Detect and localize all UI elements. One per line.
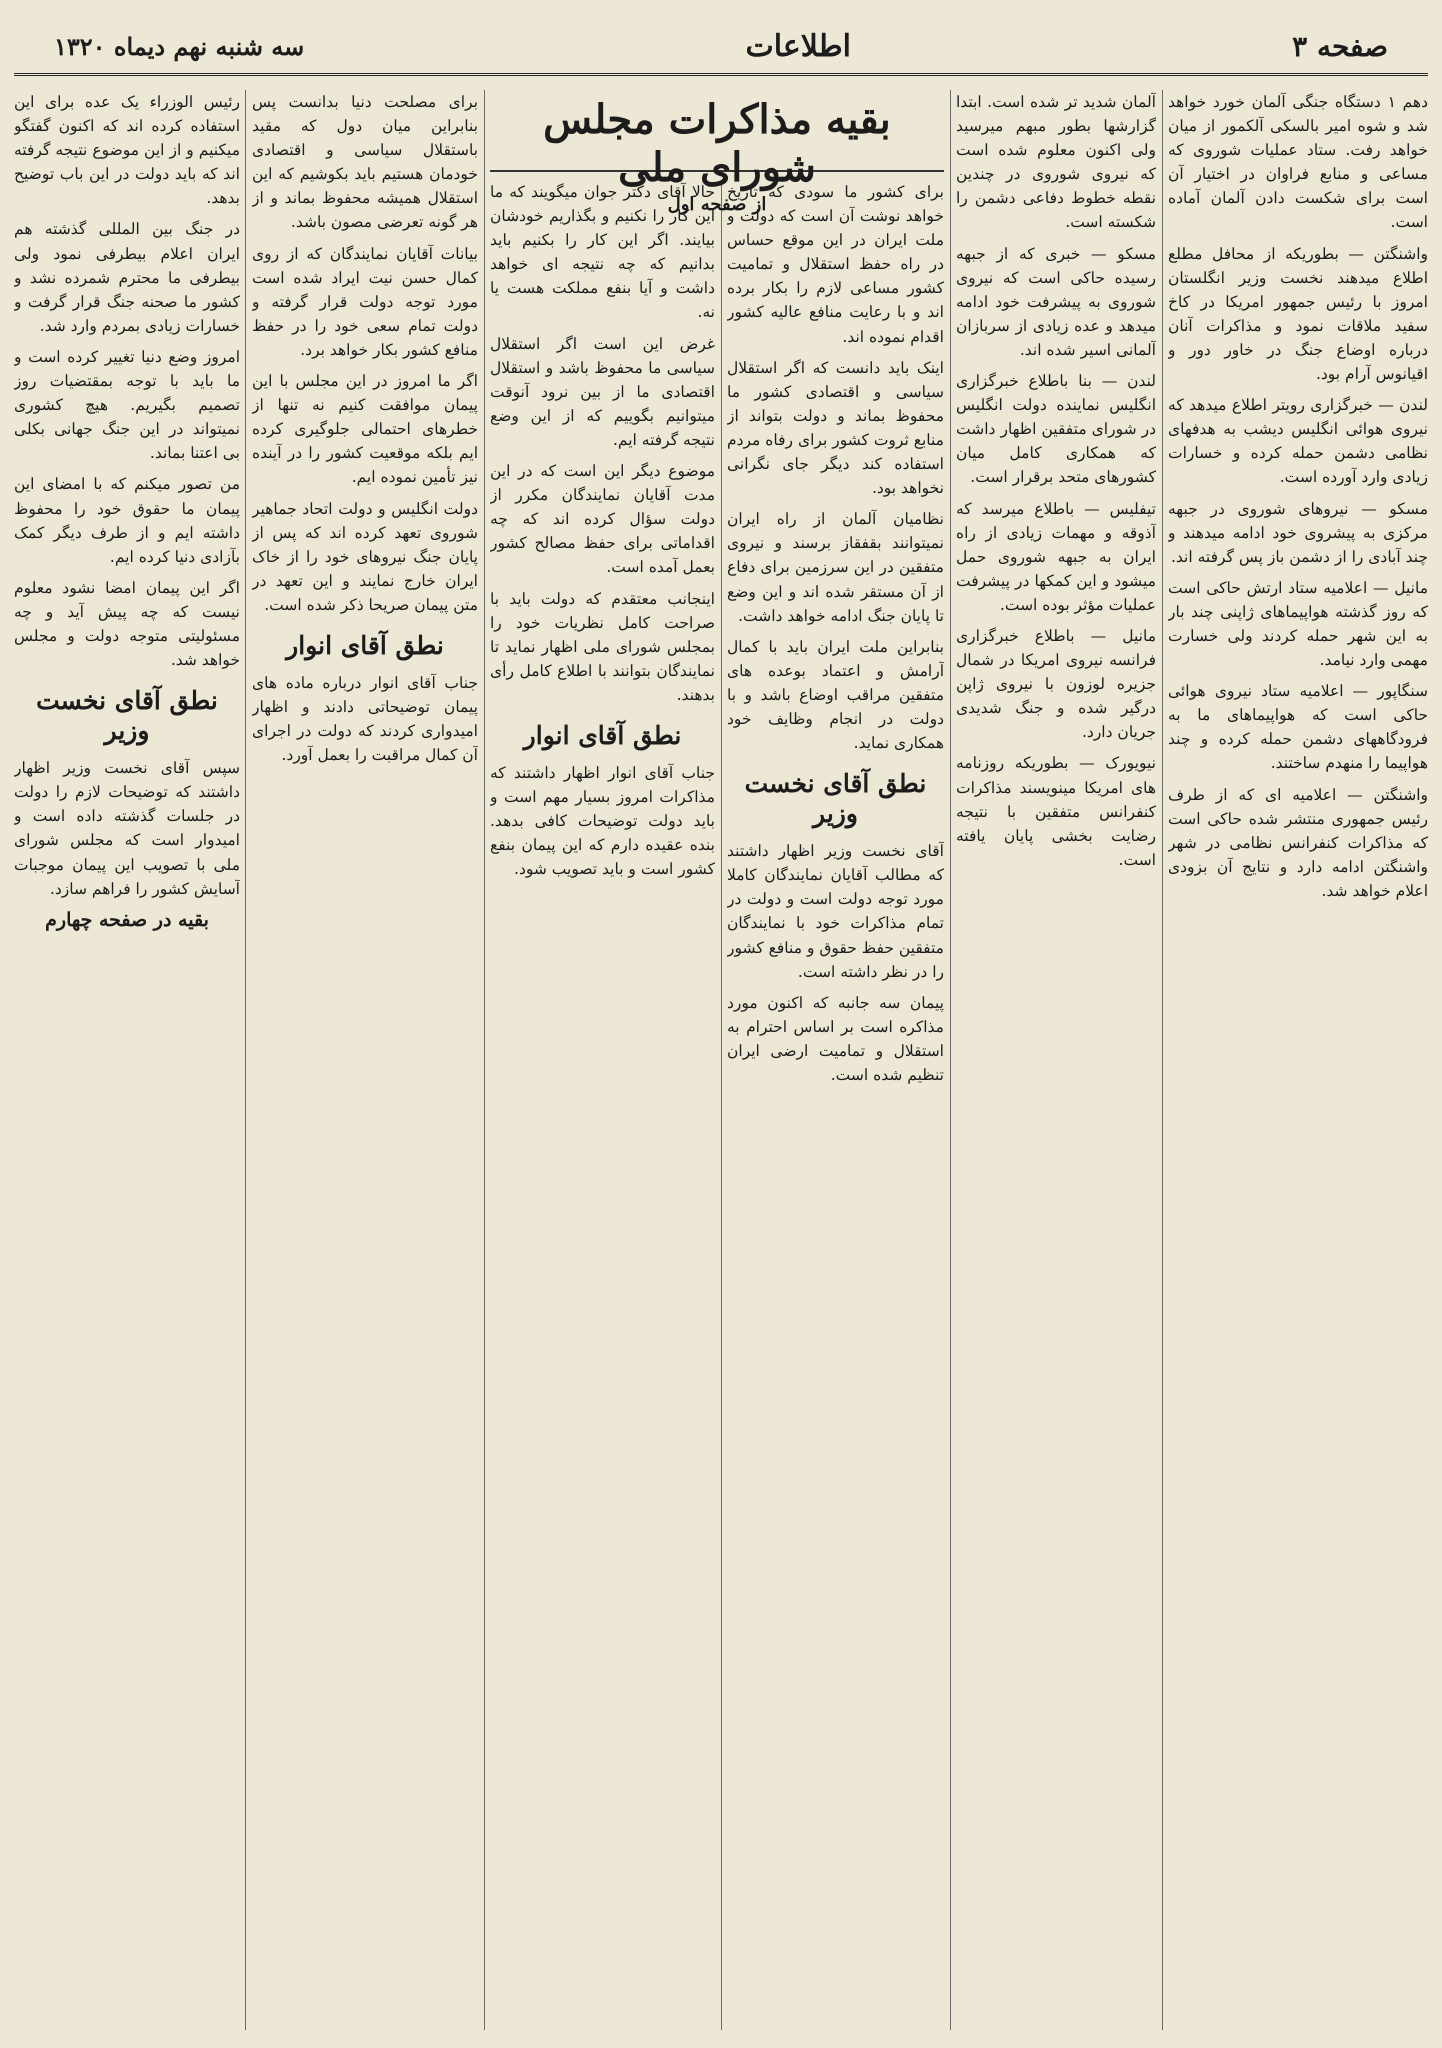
article-paragraph: آقای نخست وزیر اظهار داشتند که مطالب آقایان نمایندگان کاملا مورد توجه دولت است و دولت در تمام مذاکرات خود با نمایندگان متفقین حفظ حقوق و منافع کشور را در نظر داشته است.	[727, 842, 944, 981]
article-paragraph: برای کشور ما سودی که تاریخ خواهد نوشت آن است که دولت و ملت ایران در این موقع حساس در راه حفظ استقلال و تمامیت کشور مساعی لازم را بکار برده اند و با رعایت منافع عالیه کشور اقدام نموده اند.	[727, 183, 944, 346]
article-paragraph: اینک باید دانست که اگر استقلال سیاسی و اقتصادی کشور ما محفوظ بماند و دولت بتواند از منابع ثروت کشور برای رفاه مردم استفاده کند دیگر جای نگرانی نخواهد بود.	[727, 358, 944, 498]
column-1	[1168, 90, 1428, 2030]
continued-from: از صفحه اول	[667, 194, 767, 215]
article-paragraph: دهم ۱ دستگاه جنگی آلمان خورد خواهد شد و شوه امیر بالسکی آلکمور از میان خواهد رفت. ستاد عملیات شوروی که مساعی و منابع فراوان در اختیار آن است برای شکست دادن آلمان آماده است.	[1168, 93, 1428, 232]
continued-to-note: بقیه در صفحه چهارم	[45, 908, 209, 931]
article-paragraph: جناب آقای انوار درباره ماده های پیمان توضیحاتی دادند و اظهار امیدواری کردند که دولت در اجرای آن کمال مراقبت را بعمل آورد.	[252, 673, 478, 765]
article-paragraph: تیفلیس — باطلاع میرسد که آذوقه و مهمات زیادی از راه ایران به جبهه شوروی حمل میشود و این کمکها در پیشرفت عملیات مؤثر بوده است.	[956, 499, 1156, 614]
article-paragraph: اگر این پیمان امضا نشود معلوم نیست که چه پیش آید و چه مسئولیتی متوجه دولت و مجلس خواهد شد.	[14, 578, 240, 670]
article-paragraph: بنابراین ملت ایران باید با کمال آرامش و اعتماد بوعده های متفقین مراقب اوضاع باشد و با دولت در انجام وظایف خود همکاری نماید.	[727, 637, 944, 753]
column-2	[956, 90, 1156, 2030]
column-5	[252, 90, 478, 2030]
article-paragraph: واشنگتن — بطوریکه از محافل مطلع اطلاع میدهند نخست وزیر انگلستان امروز با رئیس جمهور امریکا در کاخ سفید ملاقات نمود و مذاکرات آنان درباره اوضاع جنگ در خاور دور و اقیانوس آرام بود.	[1168, 244, 1428, 384]
column-rule	[1162, 90, 1163, 2030]
article-paragraph: مسکو — نیروهای شوروی در جبهه مرکزی به پیشروی خود ادامه میدهند و چند آبادی را از دشمن باز پس گرفته اند.	[1168, 499, 1428, 566]
newspaper-page	[14, 20, 1428, 2030]
column-3	[727, 180, 944, 2030]
article-paragraph: آلمان شدید تر شده است. ابتدا گزارشها بطور مبهم میرسید ولی اکنون معلوم شده است که نیروی شوروی در چندین نقطه خطوط دفاعی دشمن را شکسته است.	[956, 93, 1156, 232]
article-paragraph: بیانات آقایان نمایندگان که از روی کمال حسن نیت ایراد شده است مورد توجه دولت قرار گرفته و دولت تمام سعی خود را در حفظ منافع کشور بکار خواهد برد.	[252, 244, 478, 359]
column-rule	[721, 180, 722, 2030]
article-paragraph: در جنگ بین المللی گذشته هم ایران اعلام بیطرفی نمود ولی بیطرفی ما محترم شمرده نشد و کشور ما صحنه جنگ قرار گرفت و خسارات زیادی بمردم وارد شد.	[14, 220, 240, 335]
column-4	[490, 180, 715, 2030]
article-paragraph: لندن — خبرگزاری رویتر اطلاع میدهد که نیروی هوائی انگلیس دیشب به هدفهای نظامی دشمن حمله کرده و خسارات زیادی وارد آورده است.	[1168, 396, 1428, 487]
article-paragraph: برای مصلحت دنیا بدانست پس بنابراین میان دول که مقید باستقلال سیاسی و اقتصادی خودمان هستیم باید بکوشیم که این استقلال همیشه محفوظ بماند و از هر گونه تعرضی مصون باشد.	[252, 93, 478, 232]
section-heading: نطق آقای نخست وزیر	[744, 769, 927, 829]
section-heading: نطق آقای انوار	[523, 720, 682, 750]
article-paragraph: مانیل — باطلاع خبرگزاری فرانسه نیروی امریکا در شمال جزیره لوزون با نیروی ژاپن درگیر شده و جنگ شدیدی جریان دارد.	[956, 626, 1156, 742]
column-rule	[950, 90, 951, 2030]
column-6	[14, 90, 240, 2030]
article-paragraph: اینجانب معتقدم که دولت باید با صراحت کامل نظریات خود را بمجلس شورای ملی اظهار نماید تا نمایندگان بتوانند با اطلاع کامل رأی بدهند.	[490, 589, 715, 704]
article-paragraph: دولت انگلیس و دولت اتحاد جماهیر شوروی تعهد کرده اند که پس از پایان جنگ نیروهای خود را از خاک ایران خارج نمایند و این تعهد در متن پیمان صریحا ذکر شده است.	[252, 499, 478, 614]
section-heading: نطق آقای نخست وزیر	[36, 686, 218, 746]
newspaper-name: اطلاعات	[745, 29, 851, 64]
article-paragraph: سنگاپور — اعلامیه ستاد نیروی هوائی حاکی است که هواپیماهای ما به فرودگاههای دشمن حمله کرده و چند هواپیما را منهدم ساختند.	[1168, 682, 1428, 773]
article-paragraph: غرض این است اگر استقلال سیاسی ما محفوظ باشد و استقلال اقتصادی ما از بین نرود آنوقت میتوانیم بگوییم که از این وضع نتیجه گرفته ایم.	[490, 334, 715, 449]
column-rule	[484, 90, 485, 2030]
main-article-title: بقیه مذاکرات مجلس شورای ملی	[543, 96, 891, 191]
article-paragraph: واشنگتن — اعلامیه ای که از طرف رئیس جمهوری منتشر شده حاکی است که مذاکرات کنفرانس نظامی در شهر واشنگتن ادامه دارد و نتایج آن بزودی اعلام خواهد شد.	[1168, 785, 1428, 900]
page-number: صفحه ۳	[1292, 30, 1388, 63]
article-paragraph: حالا آقای دکتر جوان میگویند که ما این کار را نکنیم و بگذاریم خودشان بیایند. اگر این کار را بکنیم باید بدانیم که چه نتیجه ای خواهد داشت و آیا بنفع مملکت هست یا نه.	[490, 183, 715, 322]
article-paragraph: جناب آقای انوار اظهار داشتند که مذاکرات امروز بسیار مهم است و باید دولت توضیحات کافی بدهد. بنده عقیده دارم که این پیمان بنفع کشور است و باید تصویب شود.	[490, 763, 715, 879]
article-paragraph: اگر ما امروز در این مجلس با این پیمان موافقت کنیم نه تنها از خطرهای احتمالی جلوگیری کرده ایم بلکه موقعیت کشور را در آینده نیز تأمین نموده ایم.	[252, 372, 478, 487]
main-article-header	[490, 90, 944, 215]
issue-date: سه شنبه نهم دیماه ۱۳۲۰	[54, 32, 305, 61]
article-paragraph: مانیل — اعلامیه ستاد ارتش حاکی است که روز گذشته هواپیماهای ژاپنی چند بار به این شهر حمله کردند ولی خسارت مهمی وارد نیامد.	[1168, 578, 1428, 670]
article-paragraph: نیویورک — بطوریکه روزنامه های امریکا مینویسند مذاکرات کنفرانس متفقین با نتیجه رضایت بخشی پایان یافته است.	[956, 754, 1156, 869]
article-paragraph: مسکو — خبری که از جبهه رسیده حاکی است که نیروی شوروی به پیشرفت خود ادامه میدهد و عده زیادی از سربازان آلمانی اسیر شده اند.	[956, 244, 1156, 359]
article-paragraph: سپس آقای نخست وزیر اظهار داشتند که توضیحات لازم را دولت در جلسات گذشته داده است و امیدوار است که مجلس شورای ملی با تصویب این پیمان موجبات آسایش کشور را فراهم سازد.	[14, 759, 240, 898]
column-rule	[245, 90, 246, 2030]
article-paragraph: نظامیان آلمان از راه ایران نمیتوانند بقفقاز برسند و نیروی متفقین در این سرزمین برای دفاع از آن مستقر شده اند و این وضع تا پایان جنگ ادامه خواهد داشت.	[727, 510, 944, 625]
article-paragraph: من تصور میکنم که با امضای این پیمان ما حقوق خود را محفوظ داشته ایم و از طرف دیگر کمک بآزادی دنیا کرده ایم.	[14, 475, 240, 566]
article-paragraph: امروز وضع دنیا تغییر کرده است و ما باید با توجه بمقتضیات روز تصمیم بگیریم. هیچ کشوری نمیتواند در این جنگ جهانی بکلی بی اعتنا بماند.	[14, 347, 240, 463]
masthead	[14, 20, 1428, 76]
article-paragraph: رئیس الوزراء یک عده برای این استفاده کرده اند که اکنون گفتگو میکنیم و از این موضوع نتیجه گرفته اند که باید دولت در این باب توضیح بدهد.	[14, 93, 240, 208]
article-paragraph: لندن — بنا باطلاع خبرگزاری انگلیس نماینده دولت انگلیس در شورای متفقین اظهار داشت که همکاری کامل میان کشورهای متحد برقرار است.	[956, 372, 1156, 487]
article-paragraph: پیمان سه جانبه که اکنون مورد مذاکره است بر اساس احترام به استقلال و تمامیت ارضی ایران تنظیم شده است.	[727, 993, 944, 1084]
article-paragraph: موضوع دیگر این است که در این مدت آقایان نمایندگان مکرر از دولت سؤال کرده اند که چه اقداماتی برای حفظ مصالح کشور بعمل آمده است.	[490, 462, 715, 577]
section-heading: نطق آقای انوار	[286, 630, 444, 660]
